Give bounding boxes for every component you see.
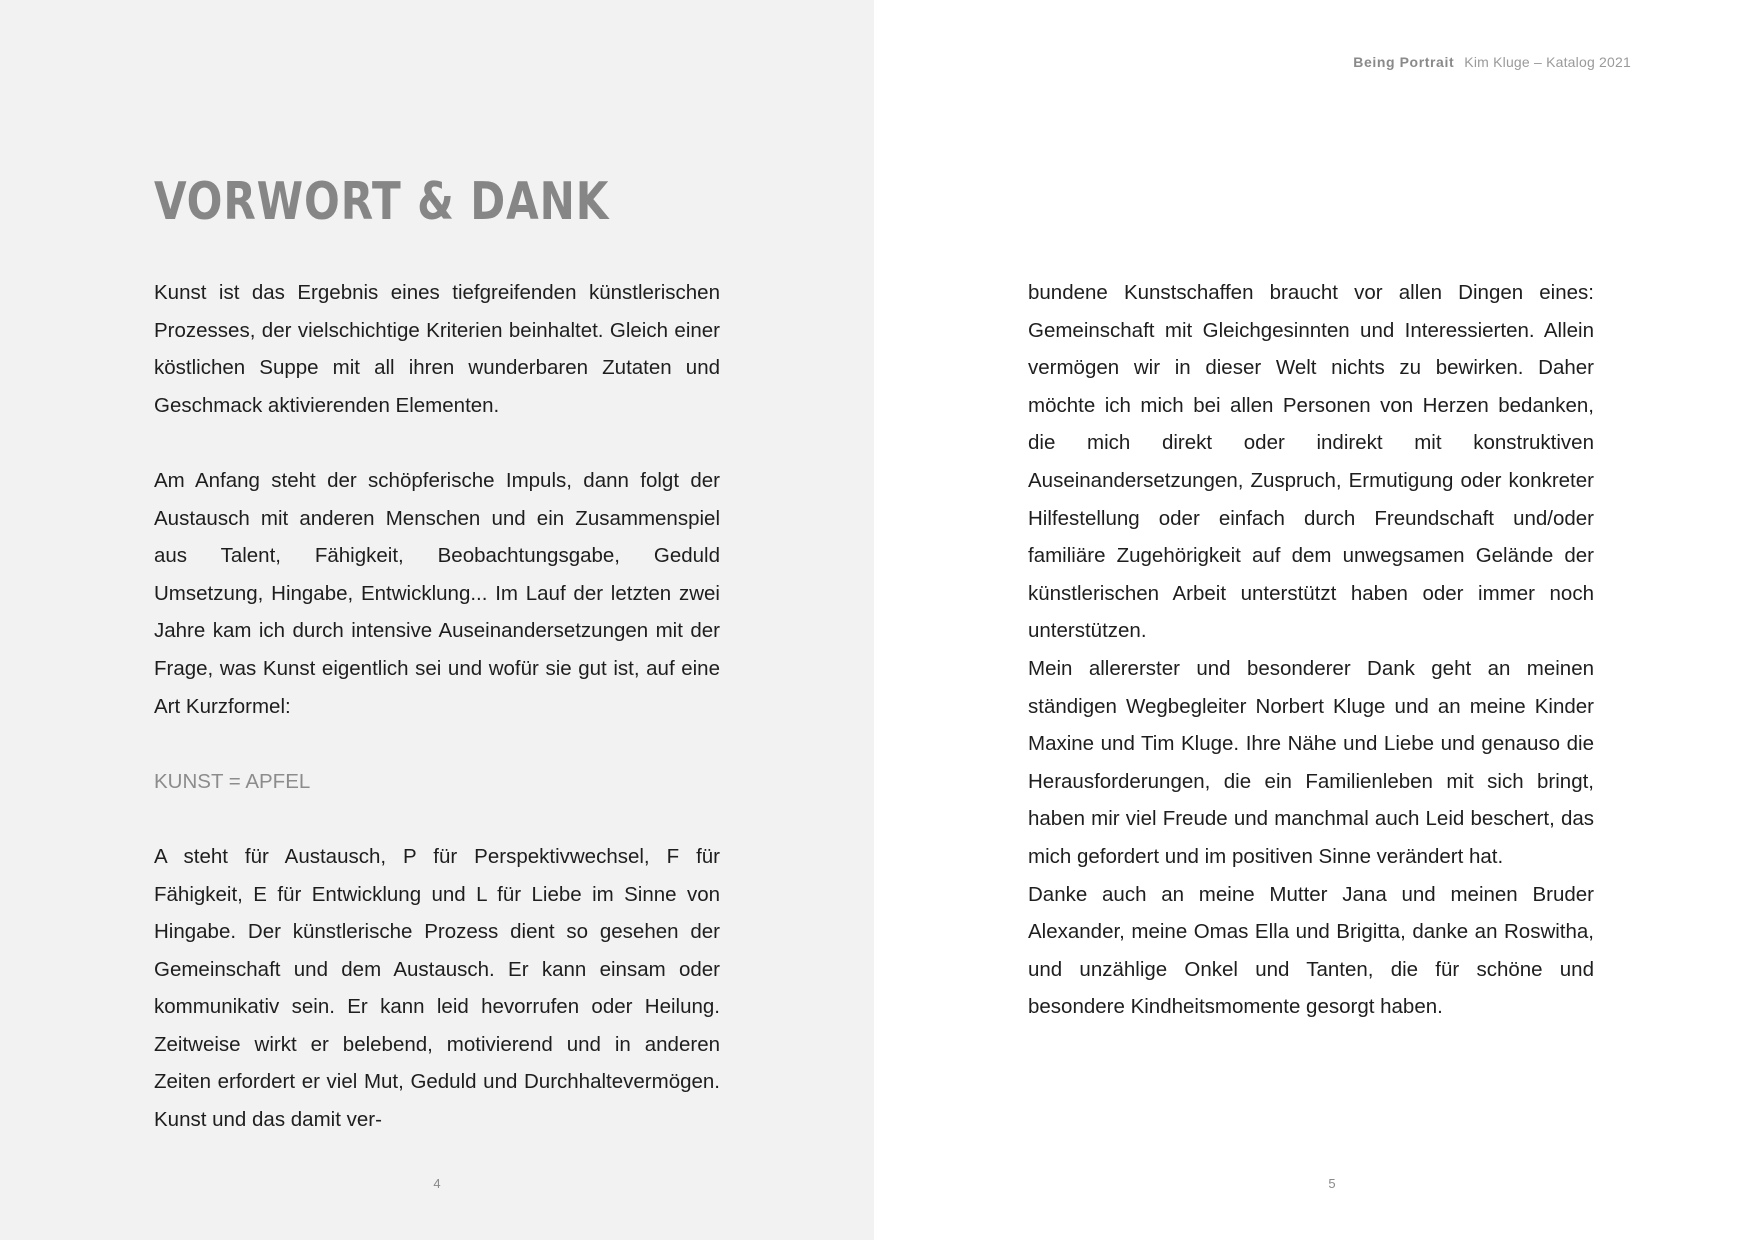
page-number-right: 5 [1328,1176,1336,1191]
formula-line: KUNST = APFEL [154,769,311,793]
running-header-subtitle: Kim Kluge – Katalog 2021 [1464,54,1631,70]
paragraph-family-thanks: Mein allererster und besonderer Dank geht an meinen ständigen Wegbegleiter Norbert Kluge und an meine Kinder Maxine und Tim Kluge. Ihre Nähe und Liebe und genauso die Herausforderungen, die ein Familienleben mit sich bringt, haben mir viel Freude und manchmal auch Leid beschert, das mich gefordert und im positiven Sinne verändert hat. [1028,656,1594,868]
page-number-left: 4 [433,1176,441,1191]
paragraph-community: bundene Kunstschaffen braucht vor allen Dingen eines: Gemeinschaft mit Gleichgesinnten und Interessierten. Allein vermögen wir in dieser Welt nichts zu bewirken. Daher möchte ich mich bei allen Personen von Herzen bedanken, die mich direkt oder indirekt mit konstruktiven Auseinandersetzungen, Zuspruch, Ermutigung oder konkreter Hilfestellung oder einfach durch Freundschaft und/oder familiäre Zugehörigkeit auf dem unwegsamen Gelände der künstlerischen Arbeit unterstützt haben oder immer noch unterstützen. [1028,281,1594,643]
page-title: VORWORT & DANK [154,172,610,232]
paragraph-intro: Kunst ist das Ergebnis eines tiefgreifenden künstlerischen Prozesses, der vielschichtige Kriterien beinhaltet. Gleich einer köstlichen Suppe mit all ihren wunderbaren Zutaten und Geschmack aktivierenden Elementen. [154,281,720,417]
paragraph-impulse: Am Anfang steht der schöpferische Impuls, dann folgt der Austausch mit anderen Menschen und ein Zusammenspiel aus Talent, Fähigkeit, Beobachtungsgabe, Geduld Umsetzung, Hingabe, Entwicklung... Im Lauf der letzten zwei Jahre kam ich durch intensive Auseinandersetzungen mit der Frage, was Kunst eigentlich sei und wofür sie gut ist, auf eine Art Kurzformel: [154,468,720,718]
running-header-title: Being Portrait [1353,54,1455,70]
paragraph-relatives-thanks: Danke auch an meine Mutter Jana und meinen Bruder Alexander, meine Omas Ella und Brigitta, danke an Roswitha, und unzählige Onkel und Tanten, die für schöne und besondere Kindheitsmomente gesorgt haben. [1028,882,1594,1019]
paragraph-apfel-meaning: A steht für Austausch, P für Perspektivwechsel, F für Fähigkeit, E für Entwicklung und L für Liebe im Sinne von Hingabe. Der künstlerische Prozess dient so gesehen der Gemeinschaft und dem Austausch. Er kann einsam oder kommunikativ sein. Er kann leid hevorrufen oder Heilung. Zeitweise wirkt er belebend, motivierend und in anderen Zeiten erfordert er viel Mut, Geduld und Durchhaltevermögen. Kunst und das damit ver- [154,844,720,1132]
right-text-column [1028,274,1594,1026]
left-text-column [154,274,720,1139]
right-page [874,0,1748,1240]
running-header [1353,54,1631,70]
